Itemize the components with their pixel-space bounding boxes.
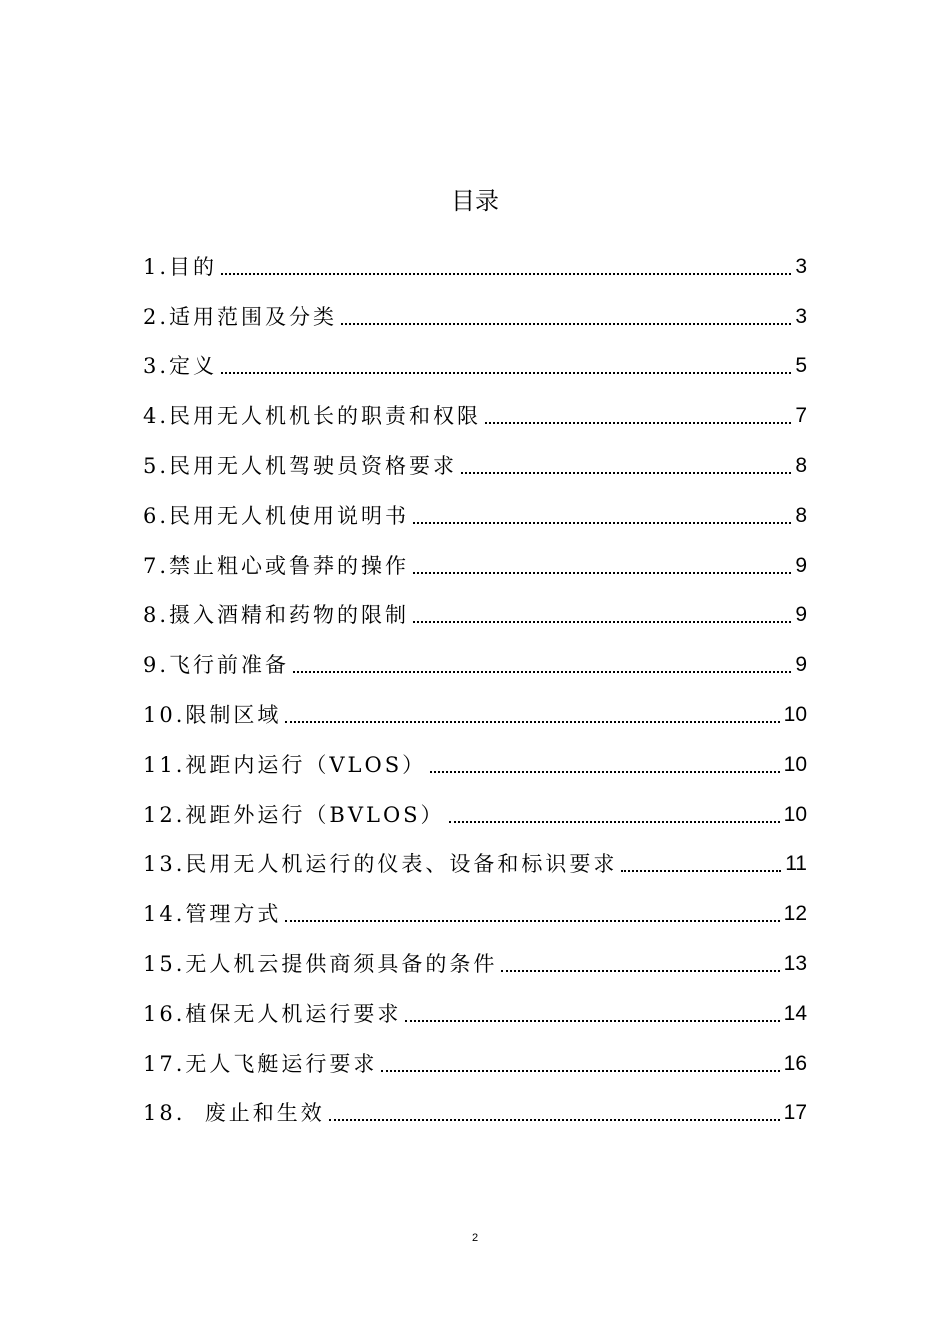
toc-entry-text: 5.民用无人机驾驶员资格要求 [143,453,458,478]
toc-entry-text: 18. 废止和生效 [143,1101,325,1126]
toc-entry-text: 16.植保无人机运行要求 [143,1001,402,1026]
toc-entry[interactable] [143,929,807,979]
toc-entry-text: 14.管理方式 [143,902,282,927]
toc-entry[interactable] [143,680,807,730]
toc-entry[interactable] [143,431,807,481]
toc-entry[interactable] [143,332,807,382]
toc-entry-page: 10 [783,752,807,776]
toc-entry-page: 8 [795,453,807,477]
dot-leader [221,273,791,275]
dot-leader [221,372,791,374]
toc-entry-page: 3 [795,304,807,328]
dot-leader [329,1119,780,1121]
toc-entry-page: 8 [795,503,807,527]
toc-entry[interactable] [143,1029,807,1079]
toc-entry-page: 17 [783,1101,807,1125]
dot-leader [413,522,791,524]
toc-entry-text: 13.民用无人机运行的仪表、设备和标识要求 [143,852,618,877]
toc-entry[interactable] [143,979,807,1029]
toc-entry-text: 1.目的 [143,254,218,279]
toc-entry-page: 13 [783,951,807,975]
toc-entry-text: 11.视距内运行（VLOS） [143,752,427,777]
dot-leader [449,821,780,823]
toc-entry-page: 12 [783,902,807,926]
toc-entry-text: 3.定义 [143,354,218,379]
toc-title: 目录 [451,187,499,215]
toc-entry-text: 2.适用范围及分类 [143,304,338,329]
toc-entry-page: 9 [795,603,807,627]
toc-entry[interactable] [143,780,807,830]
dot-leader [413,572,791,574]
toc-entry-page: 16 [783,1051,807,1075]
dot-leader [285,920,779,922]
toc-entry-page: 5 [795,354,807,378]
toc-entry-text: 10.限制区域 [143,702,282,727]
dot-leader [285,721,779,723]
toc-entry-page: 11 [785,852,807,876]
toc-entry[interactable] [143,581,807,631]
toc-entry-page: 3 [795,254,807,278]
page-number: 2 [471,1232,479,1244]
dot-leader [341,323,791,325]
toc-entry-page: 14 [783,1001,807,1025]
toc-entry[interactable] [143,481,807,531]
toc-entry-text: 12.视距外运行（BVLOS） [143,802,445,827]
toc-entry-page: 9 [795,553,807,577]
toc-entry[interactable] [143,232,807,282]
toc-entry-page: 7 [795,404,807,428]
toc-entry[interactable] [143,630,807,680]
toc-entry-text: 7.禁止粗心或鲁莽的操作 [143,553,410,578]
dot-leader [501,970,779,972]
toc-entry-text: 8.摄入酒精和药物的限制 [143,603,410,628]
toc-entry[interactable] [143,730,807,780]
table-of-contents [143,232,807,1128]
toc-entry-text: 9.飞行前准备 [143,653,290,678]
toc-entry[interactable] [143,830,807,880]
dot-leader [621,870,781,872]
toc-entry-text: 15.无人机云提供商须具备的条件 [143,951,498,976]
toc-entry[interactable] [143,381,807,431]
toc-entry-text: 6.民用无人机使用说明书 [143,503,410,528]
dot-leader [381,1070,779,1072]
dot-leader [405,1020,779,1022]
toc-entry[interactable] [143,531,807,581]
toc-entry[interactable] [143,879,807,929]
dot-leader [485,422,791,424]
toc-entry[interactable] [143,282,807,332]
toc-entry-page: 9 [795,653,807,677]
dot-leader [413,621,791,623]
dot-leader [293,671,791,673]
toc-entry-text: 17.无人飞艇运行要求 [143,1051,378,1076]
toc-entry-page: 10 [783,802,807,826]
dot-leader [461,472,791,474]
dot-leader [430,771,780,773]
toc-entry[interactable] [143,1079,807,1129]
toc-entry-text: 4.民用无人机机长的职责和权限 [143,404,482,429]
toc-entry-page: 10 [783,702,807,726]
